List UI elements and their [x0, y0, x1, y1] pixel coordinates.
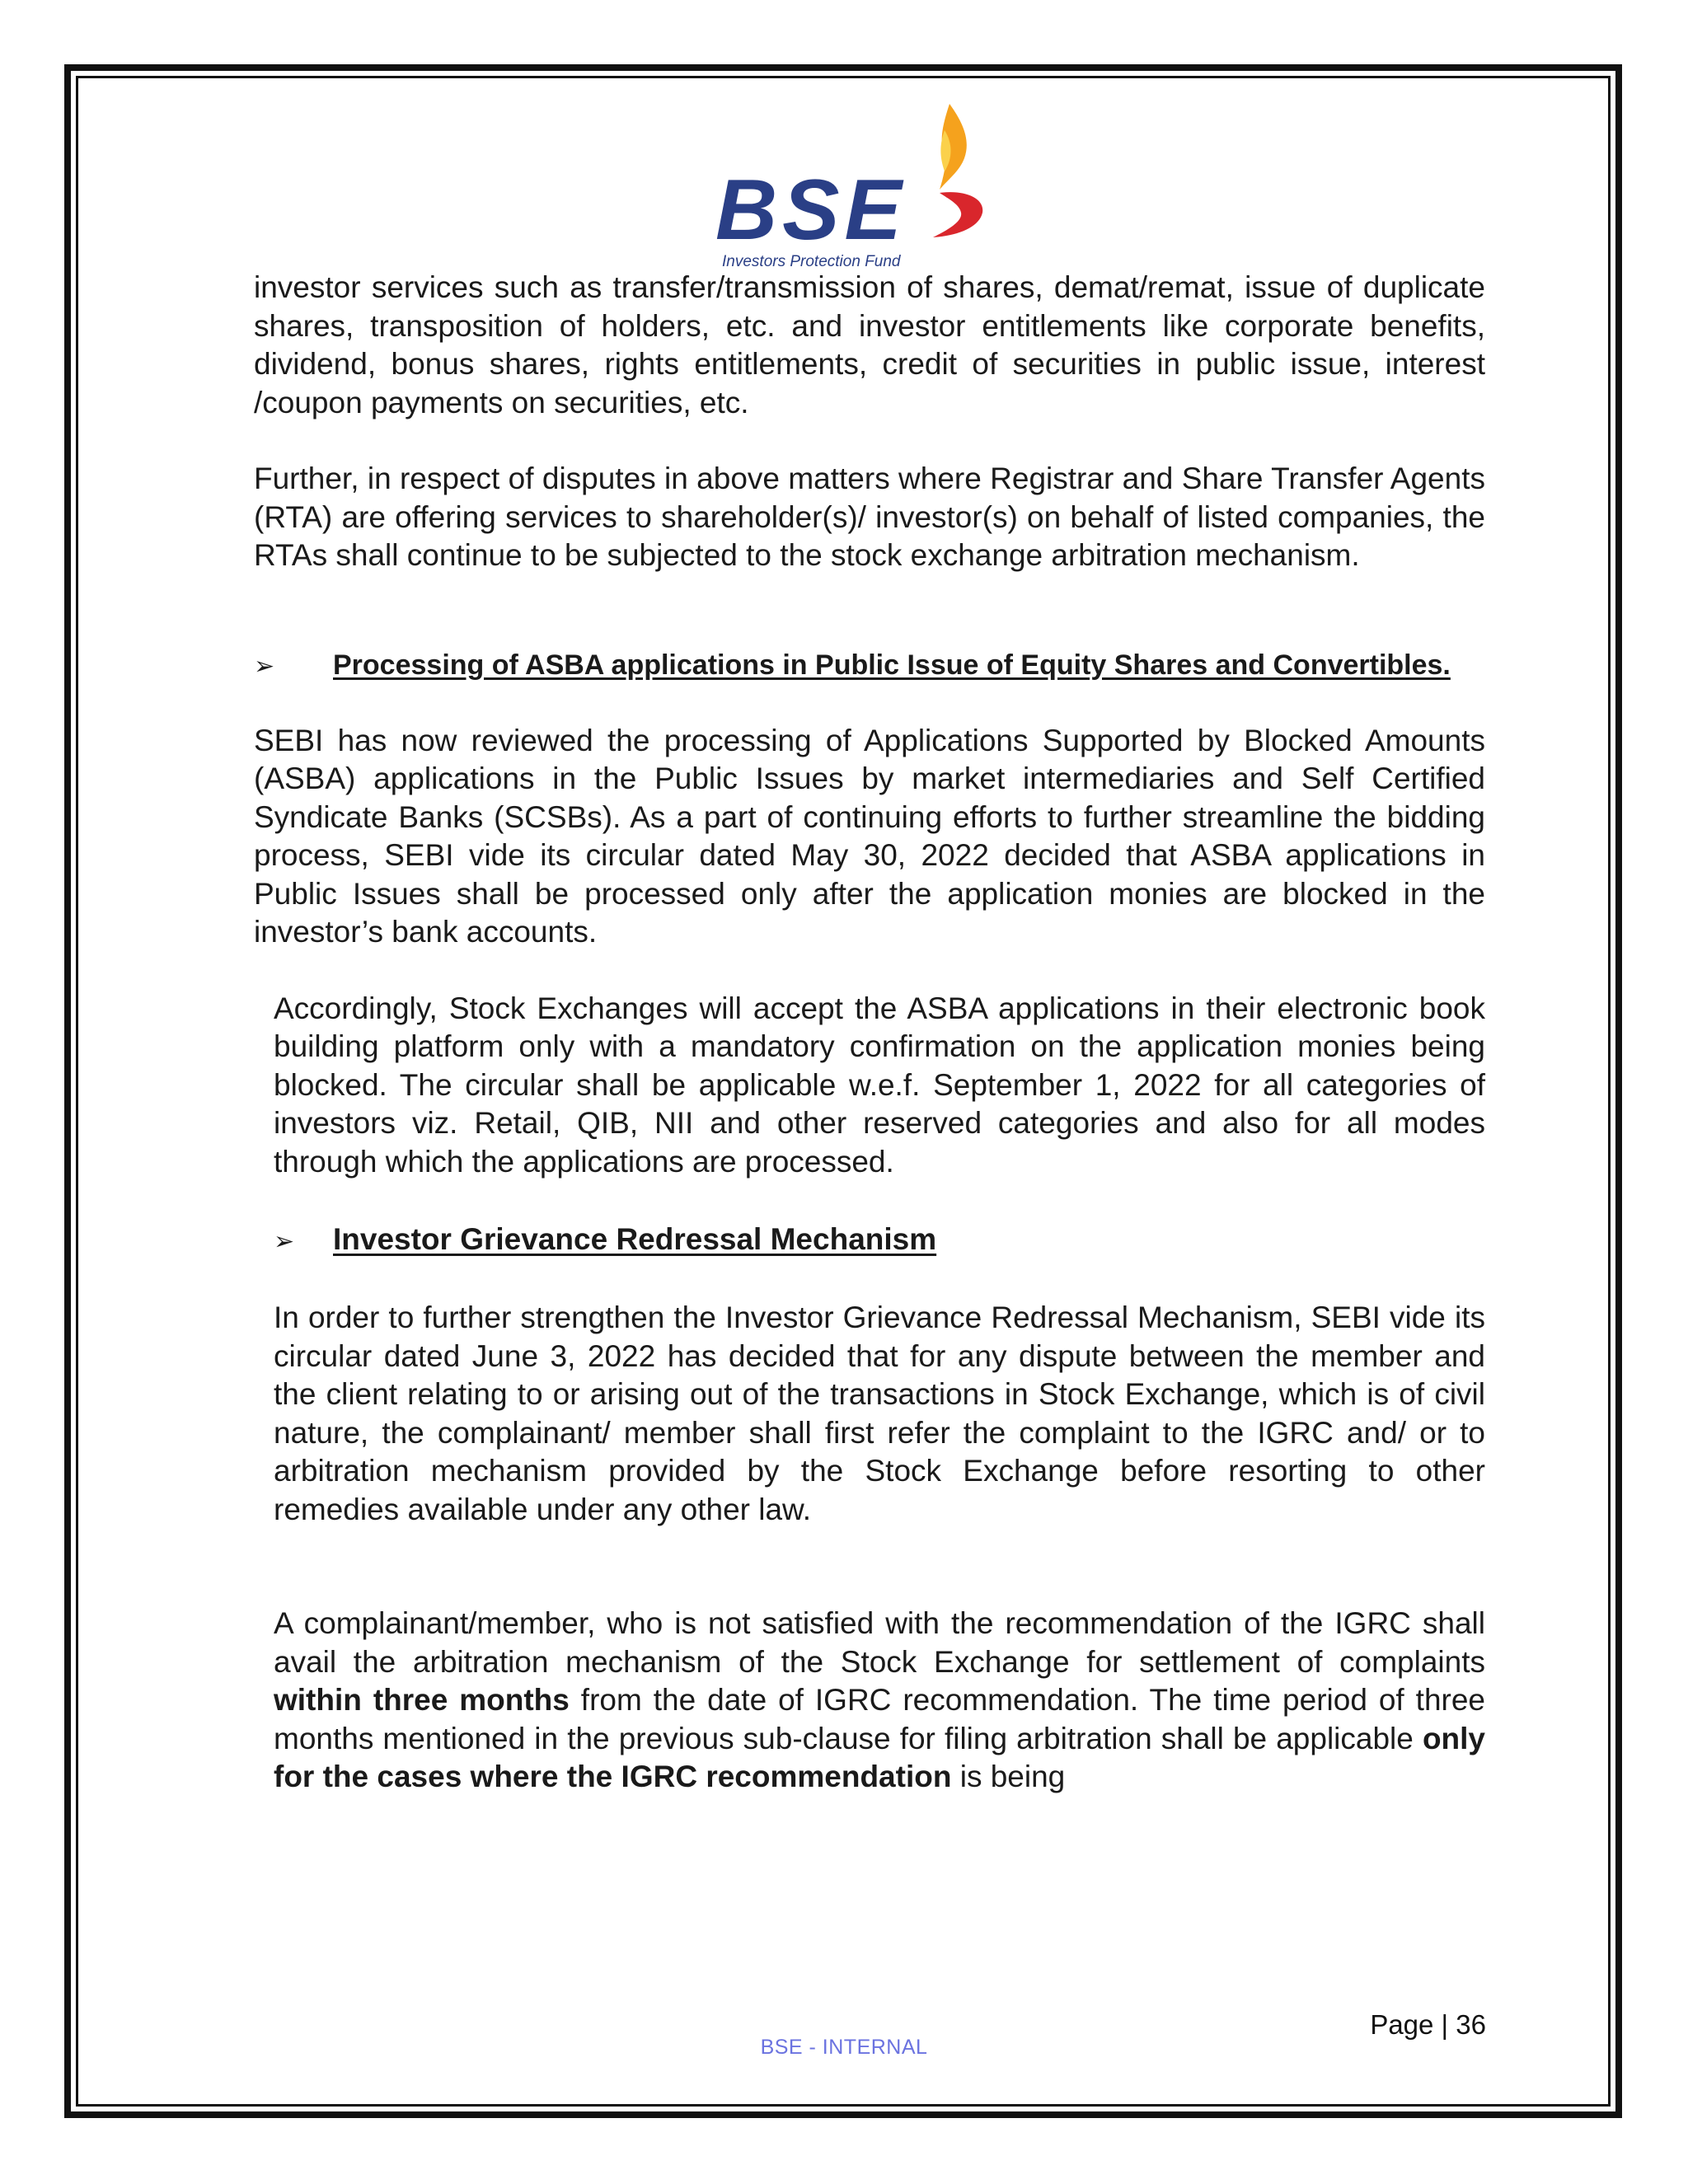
paragraph-grievance-mechanism: In order to further strengthen the Investor Grievance Redressal Mechanism, SEBI vide its circular dated June 3, 2022 has decided that for any dispute between the member and the client relating to or arising out of the transactions in Stock Exchange, which is of civil nature, the complainant/ member shall first refer the complaint to the IGRC and/ or to arbitration mechanism provided by the Stock Exchange before resorting to other remedies available under any other law. — [274, 1301, 1485, 1526]
document-body — [254, 269, 1485, 1797]
igrc-bold-within-three-months: within three months — [274, 1683, 570, 1717]
igrc-text-part3: is being — [951, 1760, 1066, 1793]
paragraph-asba-acceptance: Accordingly, Stock Exchanges will accept the ASBA applications in their electronic book building platform only with a mandatory confirmation on the application monies being blocked. The circular shall be applicable w.e.f. September 1, 2022 for all categories of investors viz. Retail, QIB, NII and other reserved categories and also for all modes through which the applications are processed. — [274, 991, 1485, 1179]
igrc-text-part1: A complainant/member, who is not satisfied with the recommendation of the IGRC shall avail the arbitration mechanism of the Stock Exchange for settlement of complaints — [274, 1606, 1485, 1679]
bse-logo — [701, 97, 1022, 272]
igrc-text-part2: from the date of IGRC recommendation. The time period of three months mentioned in the previous sub-clause for filing arbitration shall be applicable — [274, 1683, 1485, 1755]
classification-label: BSE - INTERNAL — [760, 2036, 928, 2059]
arrow-bullet-icon: ➢ — [254, 652, 275, 680]
arrow-bullet-icon: ➢ — [274, 1228, 295, 1255]
section-heading-grievance — [274, 1221, 1485, 1261]
page-number: Page | 36 — [1370, 2009, 1486, 2040]
paragraph-investor-services: investor services such as transfer/transmission of shares, demat/remat, issue of duplicate shares, transposition of holders, etc. and investor entitlements like corporate benefits, dividend, bonus shares, rights entitlements, credit of securities in public issue, interest /coupon payments on securities, etc. — [254, 270, 1485, 419]
paragraph-igrc-arbitration — [274, 1605, 1485, 1797]
section-heading-asba-text: Processing of ASBA applications in Public Issue of Equity Shares and Convertibles. — [333, 649, 1451, 681]
igrc-bold-only-for-cases: only for the cases where the IGRC recommendation — [274, 1721, 1485, 1793]
paragraph-asba-review: SEBI has now reviewed the processing of Applications Supported by Blocked Amounts (ASBA) applications in the Public Issues by market intermediaries and Self Certified Syndicate Banks (SCSBs). As a part of continuing efforts to further streamline the bidding process, SEBI vide its circular dated May 30, 2022 decided that ASBA applications in Public Issues shall be processed only after the application monies are blocked in the investor’s bank accounts. — [254, 723, 1485, 949]
logo-wordmark: BSE — [715, 162, 907, 258]
paragraph-rta-disputes: Further, in respect of disputes in above matters where Registrar and Share Transfer Agents (RTA) are offering services to shareholder(s)/ investor(s) on behalf of listed companies, the RTAs shall continue to be subjected to the stock exchange arbitration mechanism. — [254, 462, 1485, 572]
section-heading-asba — [254, 648, 1485, 684]
flame-icon-red — [933, 192, 982, 237]
section-heading-grievance-text: Investor Grievance Redressal Mechanism — [333, 1222, 937, 1256]
logo-subtitle: Investors Protection Fund — [722, 253, 901, 270]
